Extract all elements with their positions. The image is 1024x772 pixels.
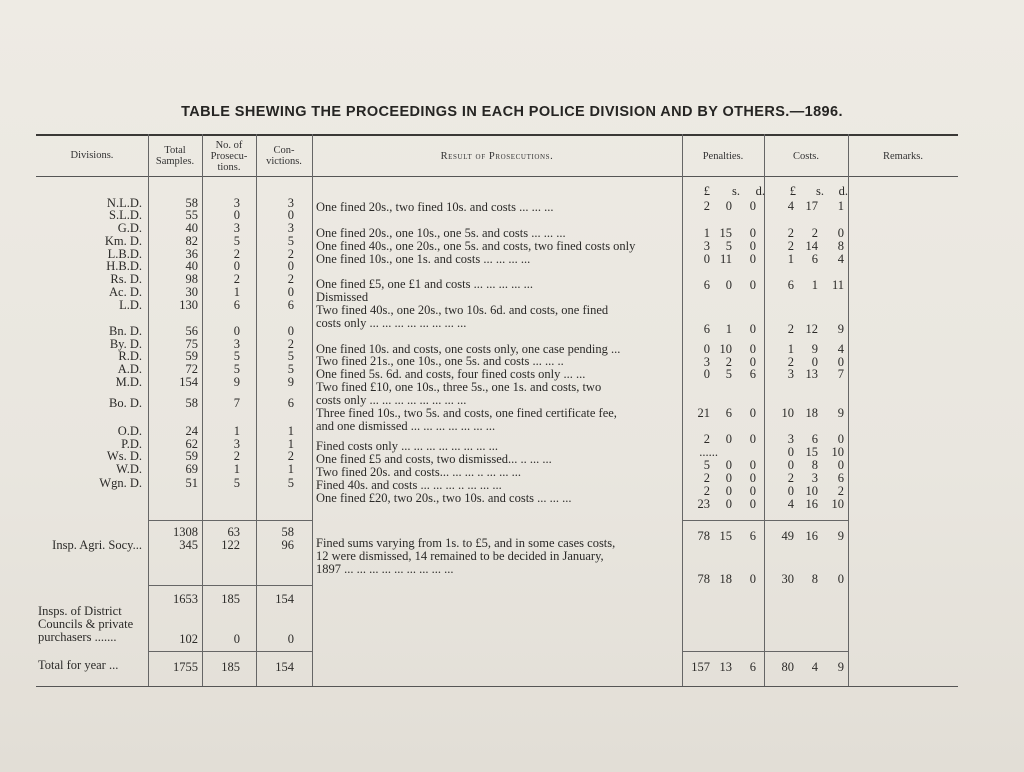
row-prosecutions: 1 (233, 462, 240, 476)
header-line: Samples. (155, 156, 195, 167)
cost-value: 8 (811, 572, 818, 586)
penalty-value: 1 (725, 322, 732, 336)
cost-value: 8 (811, 458, 818, 472)
cost-value: 6 (837, 471, 844, 485)
subtotal-rule (148, 585, 312, 586)
penalty-value: 15 (719, 226, 732, 240)
column-divider (682, 134, 683, 686)
cost-value: 0 (837, 572, 844, 586)
row-prosecutions: 0 (233, 208, 240, 222)
cost-value: 0 (837, 432, 844, 446)
cost-value: 3 (811, 471, 818, 485)
penalty-value: 6 (749, 367, 756, 381)
cost-value: 0 (811, 355, 818, 369)
result-line: Dismissed (316, 290, 369, 304)
row-convictions: 0 (287, 259, 294, 273)
row-prosecutions: 0 (233, 259, 240, 273)
penalty-value: 0 (725, 432, 732, 446)
cost-value: 6 (787, 278, 794, 292)
cost-value: 30 (781, 572, 794, 586)
cost-value: 0 (837, 355, 844, 369)
division-label: Insp. Agri. Socy... (52, 538, 142, 552)
currency-header: £ (789, 184, 796, 198)
penalty-value: 11 (719, 252, 732, 266)
column-divider (764, 134, 765, 686)
penalty-value: 2 (703, 471, 710, 485)
result-line: Three fined 10s., two 5s. and costs, one fined certificate fee, (316, 406, 617, 420)
division-label: Ws. D. (106, 449, 142, 463)
result-line: Fined sums varying from 1s. to £5, and in some cases costs, (316, 536, 616, 550)
result-line: costs only ... ... ... ... ... ... ... ... (316, 316, 467, 330)
result-text (316, 201, 680, 214)
penalty-value: ...... (699, 445, 718, 459)
bottom-rule (36, 686, 958, 687)
cost-value: 1 (837, 199, 844, 213)
row-samples: 130 (179, 298, 198, 312)
penalty-value: 0 (749, 355, 756, 369)
row-convictions: 9 (287, 375, 294, 389)
penalty-value: 0 (725, 278, 732, 292)
cost-value: 12 (805, 322, 818, 336)
cost-value: 1 (787, 252, 794, 266)
cost-value: 15 (805, 445, 818, 459)
subtotal-rule (148, 520, 312, 521)
cost-value: 49 (781, 529, 794, 543)
subtotal-prosecutions: 185 (221, 592, 240, 606)
header-total-samples (148, 145, 202, 167)
result-line: One fined 5s. 6d. and costs, four fined costs only ... ... (316, 367, 586, 381)
cost-value: 0 (787, 458, 794, 472)
division-label: A.D. (117, 362, 142, 376)
cost-value: 4 (787, 199, 794, 213)
row-convictions: 2 (287, 449, 294, 463)
insp-district-samples: 102 (179, 632, 198, 646)
division-label: N.L.D. (106, 196, 142, 210)
row-prosecutions: 1 (233, 285, 240, 299)
row-samples: 36 (185, 247, 198, 261)
result-line: One fined 20s., one 10s., one 5s. and costs ... ... ... (316, 226, 566, 240)
insp-agri-convictions: 96 (281, 538, 294, 552)
division-label: P.D. (121, 437, 142, 451)
penalty-value: 0 (725, 497, 732, 511)
division-label: purchasers ....... (38, 630, 117, 644)
penalty-value: 2 (703, 432, 710, 446)
result-line: One fined 10s. and costs, one costs only, one case pending ... (316, 342, 621, 356)
subtotal-prosecutions: 63 (227, 525, 240, 539)
row-convictions: 0 (287, 285, 294, 299)
row-convictions: 1 (287, 437, 294, 451)
division-label: Rs. D. (110, 272, 142, 286)
total-prosecutions: 185 (221, 660, 240, 674)
result-line: costs only ... ... ... ... ... ... ... ... (316, 393, 467, 407)
penalty-value: 0 (749, 252, 756, 266)
result-text (316, 492, 680, 505)
row-samples: 30 (185, 285, 198, 299)
total-label: Total for year ... (38, 658, 119, 672)
row-convictions: 2 (287, 272, 294, 286)
row-samples: 62 (185, 437, 198, 451)
result-text (316, 407, 680, 433)
penalty-value: 157 (691, 660, 710, 674)
penalty-value: 0 (725, 484, 732, 498)
row-prosecutions: 0 (233, 324, 240, 338)
insp-agri-samples: 345 (179, 538, 198, 552)
penalty-value: 0 (749, 199, 756, 213)
cost-value: 10 (831, 497, 844, 511)
row-prosecutions: 3 (233, 437, 240, 451)
cost-value: 80 (781, 660, 794, 674)
row-prosecutions: 5 (233, 349, 240, 363)
penalty-value: 10 (719, 342, 732, 356)
result-line: Two fined £10, one 10s., three 5s., one 1s. and costs, two (316, 380, 602, 394)
cost-value: 9 (811, 342, 818, 356)
header-line: No. of (215, 140, 243, 151)
penalty-value: 0 (749, 497, 756, 511)
cost-value: 4 (837, 252, 844, 266)
row-convictions: 0 (287, 324, 294, 338)
penalty-value: 2 (725, 355, 732, 369)
row-prosecutions: 3 (233, 221, 240, 235)
header-line: Con- (273, 145, 295, 156)
result-line: Two fined 40s., one 20s., two 10s. 6d. and costs, one fined (316, 303, 609, 317)
penalty-value: 1 (703, 226, 710, 240)
row-samples: 98 (185, 272, 198, 286)
penalty-value: 6 (725, 406, 732, 420)
division-label: L.B.D. (107, 247, 142, 261)
division-label: Ac. D. (109, 285, 142, 299)
row-prosecutions: 7 (233, 396, 240, 410)
result-line: Two fined 21s., one 10s., one 5s. and costs ... ... .. (316, 354, 564, 368)
currency-header: s. (732, 184, 740, 198)
penalty-value: 6 (749, 660, 756, 674)
row-convictions: 5 (287, 349, 294, 363)
penalty-value: 3 (703, 355, 710, 369)
header-convictions (256, 145, 312, 167)
result-line: One fined £5, one £1 and costs ... ... ... ... ... (316, 277, 533, 291)
header-result: Result of Prosecutions. (440, 151, 554, 162)
row-prosecutions: 5 (233, 362, 240, 376)
division-label: R.D. (118, 349, 142, 363)
cost-value: 14 (805, 239, 818, 253)
row-prosecutions: 5 (233, 234, 240, 248)
cost-value: 4 (787, 497, 794, 511)
row-prosecutions: 2 (233, 449, 240, 463)
row-samples: 58 (185, 396, 198, 410)
insp-agri-prosecutions: 122 (221, 538, 240, 552)
header-rule (36, 176, 958, 177)
division-label: By. D. (109, 337, 142, 351)
cost-value: 11 (831, 278, 844, 292)
penalty-value: 0 (725, 458, 732, 472)
row-prosecutions: 5 (233, 476, 240, 490)
row-samples: 59 (185, 349, 198, 363)
cost-value: 0 (787, 445, 794, 459)
cost-value: 9 (837, 660, 844, 674)
cost-value: 10 (781, 406, 794, 420)
row-prosecutions: 6 (233, 298, 240, 312)
penalty-value: 0 (749, 432, 756, 446)
row-samples: 56 (185, 324, 198, 338)
penalty-value: 0 (749, 278, 756, 292)
penalty-value: 0 (703, 252, 710, 266)
row-convictions: 3 (287, 196, 294, 210)
row-convictions: 5 (287, 234, 294, 248)
penalty-value: 23 (697, 497, 710, 511)
row-prosecutions: 3 (233, 337, 240, 351)
header-remarks: Remarks. (883, 151, 923, 162)
cost-value: 16 (805, 529, 818, 543)
penalty-value: 0 (749, 226, 756, 240)
header-divisions: Divisions. (70, 150, 114, 161)
row-samples: 72 (185, 362, 198, 376)
penalty-value: 0 (749, 484, 756, 498)
cost-value: 7 (837, 367, 844, 381)
cost-value: 18 (805, 406, 818, 420)
division-label: M.D. (115, 375, 142, 389)
row-samples: 40 (185, 221, 198, 235)
row-samples: 154 (179, 375, 198, 389)
penalty-value: 6 (703, 322, 710, 336)
row-convictions: 1 (287, 462, 294, 476)
result-line: One fined 10s., one 1s. and costs ... ... ... ... (316, 252, 531, 266)
subtotal-rule (682, 651, 848, 652)
result-line: One fined 40s., one 20s., one 5s. and costs, two fined costs only (316, 239, 636, 253)
cost-value: 13 (805, 367, 818, 381)
result-line: Two fined 20s. and costs... ... ... .. ... ... ... (316, 465, 522, 479)
penalty-value: 5 (703, 458, 710, 472)
penalty-value: 0 (749, 471, 756, 485)
total-convictions: 154 (275, 660, 294, 674)
penalty-value: 0 (749, 458, 756, 472)
penalty-value: 78 (697, 529, 710, 543)
penalty-value: 3 (703, 239, 710, 253)
division-label: Bo. D. (109, 396, 142, 410)
header-penalties: Penalties. (702, 151, 744, 162)
insp-district-prosecutions: 0 (233, 632, 240, 646)
result-text (316, 537, 680, 576)
cost-value: 1 (787, 342, 794, 356)
penalty-value: 0 (749, 342, 756, 356)
subtotal-convictions: 154 (275, 592, 294, 606)
penalty-value: 18 (719, 572, 732, 586)
penalty-value: 0 (725, 199, 732, 213)
subtotal-samples: 1308 (173, 525, 198, 539)
result-text (316, 253, 680, 266)
row-samples: 55 (185, 208, 198, 222)
cost-value: 0 (787, 484, 794, 498)
cost-value: 2 (811, 226, 818, 240)
column-divider (848, 134, 849, 686)
cost-value: 2 (787, 322, 794, 336)
header-costs: Costs. (793, 151, 819, 162)
subtotal-rule (148, 651, 312, 652)
row-samples: 24 (185, 424, 198, 438)
row-samples: 82 (185, 234, 198, 248)
cost-value: 2 (787, 471, 794, 485)
cost-value: 2 (787, 226, 794, 240)
penalty-value: 0 (749, 406, 756, 420)
cost-value: 9 (837, 529, 844, 543)
row-samples: 75 (185, 337, 198, 351)
result-text (316, 304, 680, 330)
cost-value: 6 (811, 432, 818, 446)
penalty-value: 6 (749, 529, 756, 543)
result-line: and one dismissed ... ... ... ... ... ... ... (316, 419, 496, 433)
cost-value: 4 (811, 660, 818, 674)
division-label: G.D. (117, 221, 142, 235)
cost-value: 6 (811, 252, 818, 266)
result-line: One fined £20, two 20s., two 10s. and costs ... ... ... (316, 491, 572, 505)
penalty-value: 0 (749, 572, 756, 586)
result-line: Fined 40s. and costs ... ... ... .. ... ... ... (316, 478, 502, 492)
division-label: Councils & private (38, 617, 134, 631)
result-line: One fined £5 and costs, two dismissed... .. ... ... (316, 452, 552, 466)
division-label: S.L.D. (109, 208, 142, 222)
cost-value: 2 (837, 484, 844, 498)
currency-header: £ (703, 184, 710, 198)
currency-header: s. (816, 184, 824, 198)
cost-value: 0 (837, 458, 844, 472)
result-text (316, 278, 680, 291)
row-samples: 40 (185, 259, 198, 273)
cost-value: 3 (787, 367, 794, 381)
result-text (316, 381, 680, 407)
row-prosecutions: 9 (233, 375, 240, 389)
insp-district-convictions: 0 (287, 632, 294, 646)
division-label: W.D. (116, 462, 142, 476)
cost-value: 16 (805, 497, 818, 511)
currency-header: d. (755, 184, 765, 198)
cost-value: 3 (787, 432, 794, 446)
page-title: TABLE SHEWING THE PROCEEDINGS IN EACH POLICE DIVISION AND BY OTHERS.—1896. (181, 104, 843, 120)
header-line: tions. (217, 162, 241, 173)
result-line: Fined costs only ... ... ... ... ... ... ... ... (316, 439, 498, 453)
penalty-value: 0 (703, 342, 710, 356)
penalty-value: 6 (703, 278, 710, 292)
cost-value: 2 (787, 355, 794, 369)
cost-value: 0 (837, 226, 844, 240)
cost-value: 1 (811, 278, 818, 292)
penalty-value: 5 (725, 239, 732, 253)
row-convictions: 2 (287, 247, 294, 261)
total-samples: 1755 (173, 660, 198, 674)
penalty-value: 5 (725, 367, 732, 381)
cost-value: 9 (837, 322, 844, 336)
division-label: Wgn. D. (99, 476, 142, 490)
row-samples: 69 (185, 462, 198, 476)
penalty-value: 78 (697, 572, 710, 586)
column-divider (312, 134, 313, 686)
cost-value: 17 (805, 199, 818, 213)
row-prosecutions: 1 (233, 424, 240, 438)
currency-header: d. (838, 184, 848, 198)
cost-value: 8 (837, 239, 844, 253)
row-prosecutions: 3 (233, 196, 240, 210)
row-convictions: 2 (287, 337, 294, 351)
row-samples: 51 (185, 476, 198, 490)
penalty-value: 13 (719, 660, 732, 674)
division-label: O.D. (117, 424, 142, 438)
header-line: Prosecu- (210, 151, 248, 162)
division-label: H.B.D. (106, 259, 142, 273)
row-prosecutions: 2 (233, 247, 240, 261)
row-samples: 58 (185, 196, 198, 210)
row-convictions: 1 (287, 424, 294, 438)
header-line: Total (164, 145, 186, 156)
row-convictions: 6 (287, 298, 294, 312)
penalty-value: 15 (719, 529, 732, 543)
row-convictions: 3 (287, 221, 294, 235)
row-convictions: 6 (287, 396, 294, 410)
cost-value: 10 (831, 445, 844, 459)
header-line: victions. (266, 156, 302, 167)
row-convictions: 5 (287, 476, 294, 490)
row-convictions: 5 (287, 362, 294, 376)
cost-value: 2 (787, 239, 794, 253)
row-samples: 59 (185, 449, 198, 463)
result-line: 12 were dismissed, 14 remained to be decided in January, (316, 549, 604, 563)
subtotal-rule (682, 520, 848, 521)
cost-value: 4 (837, 342, 844, 356)
subtotal-samples: 1653 (173, 592, 198, 606)
division-label: L.D. (119, 298, 142, 312)
division-label: Bn. D. (109, 324, 142, 338)
division-label: Insps. of District (38, 604, 122, 618)
cost-value: 10 (805, 484, 818, 498)
top-rule (36, 134, 958, 136)
row-convictions: 0 (287, 208, 294, 222)
penalty-value: 0 (749, 239, 756, 253)
penalty-value: 2 (703, 199, 710, 213)
penalty-value: 0 (703, 367, 710, 381)
penalty-value: 21 (697, 406, 710, 420)
division-label: Km. D. (104, 234, 142, 248)
penalty-value: 2 (703, 484, 710, 498)
result-line: One fined 20s., two fined 10s. and costs ... ... ... (316, 200, 554, 214)
header-prosecutions (202, 140, 256, 173)
penalty-value: 0 (749, 322, 756, 336)
result-line: 1897 ... ... ... ... ... ... ... ... ... (316, 562, 454, 576)
cost-value: 9 (837, 406, 844, 420)
row-prosecutions: 2 (233, 272, 240, 286)
subtotal-convictions: 58 (281, 525, 294, 539)
penalty-value: 0 (725, 471, 732, 485)
